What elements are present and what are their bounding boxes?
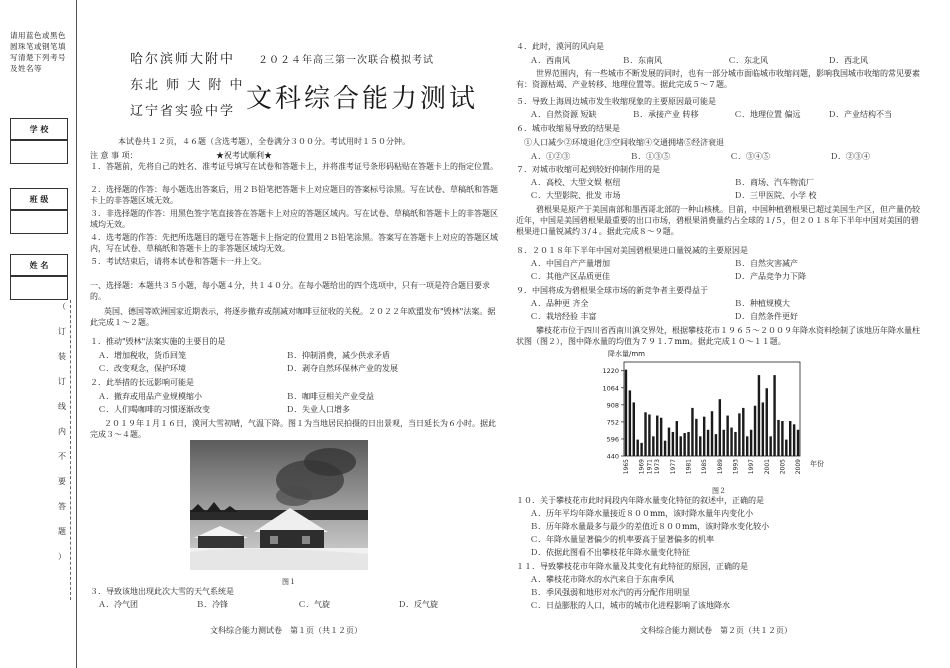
- q2-option-c[interactable]: Ｃ．人们喝咖啡的习惯逐渐改变: [98, 405, 210, 414]
- passage-5: 攀枝花市位于四川省西南川滇交界处，根据攀枝花市１９６５～２００９年降水资料绘制了该地历年降水量柱状图（图２），图中降水量的均值为７９１.７mm。据此完成１０～１１题。: [516, 326, 920, 346]
- q11-option-b[interactable]: Ｂ．季风强弱和地形对水汽的再分配作用明显: [530, 588, 690, 597]
- school-name-3: 辽宁省实验中学: [130, 104, 236, 119]
- binding-char: 订: [58, 377, 66, 386]
- chart-y-axis-label: 降水量/mm: [608, 350, 645, 358]
- q6-option-a[interactable]: Ａ．①②③: [530, 152, 570, 161]
- passage-3: 世界范围内，有一些城市不断发展的同时，也有一部分城市面临城市收缩问题，影响我国城市收缩的常见要素有：资源枯竭、产业转移、地理位置等。据此完成５～７题。: [516, 69, 920, 89]
- question-10: １０．关于攀枝花市此时间段内年降水量变化特征的叙述中，正确的是: [516, 496, 764, 505]
- question-6-stem: ①人口减少②环境退化③空间收缩④交通拥堵⑤经济衰退: [524, 138, 724, 147]
- y-tick-label: 752: [606, 418, 619, 427]
- x-tick-label: 1971: [646, 459, 654, 475]
- school-name-2: 东北 师 大 附 中: [130, 78, 245, 93]
- figure-1-caption: 图１: [282, 578, 296, 586]
- q3-option-b[interactable]: Ｂ．冷锋: [196, 600, 228, 609]
- note-1: １．答题前，先将自己的姓名、准考证号填写在试卷和答题卡上，并将准考证号条形码粘贴在答题卡上的指定位置。: [90, 162, 498, 171]
- q4-option-c[interactable]: Ｃ．东北风: [728, 56, 768, 65]
- figure-1-photo: [190, 440, 368, 570]
- q2-option-d[interactable]: Ｄ．失业人口增多: [286, 405, 350, 414]
- q11-option-a[interactable]: Ａ．攀枝花市降水的水汽来自于东南季风: [530, 575, 674, 584]
- binding-text: [56, 302, 68, 577]
- y-tick-label: 596: [606, 435, 619, 444]
- q5-option-b[interactable]: Ｂ．承接产业 转移: [632, 110, 699, 119]
- rainfall-bar: [746, 436, 748, 456]
- rainfall-bar: [660, 418, 662, 456]
- rainfall-bar: [789, 421, 791, 456]
- q11-option-c[interactable]: Ｃ．日益膨胀的人口，城市的城市化进程影响了该地降水: [530, 601, 730, 610]
- rainfall-bar: [687, 432, 689, 456]
- rainfall-bar: [769, 436, 771, 456]
- q5-option-a[interactable]: Ａ．自然资源 短缺: [530, 110, 597, 119]
- notes-title: 注 意 事 项：: [90, 151, 138, 160]
- intro-text: 本试卷共１２页，４６题（含选考题），全卷满分３００分。考试用时１５０分钟。: [118, 137, 410, 146]
- rainfall-bar: [633, 402, 635, 456]
- rainfall-bar: [797, 430, 799, 456]
- q7-option-c[interactable]: Ｃ．大型影院、批发 市场: [530, 191, 621, 200]
- q1-option-b[interactable]: Ｂ．抑制消费，减少供求矛盾: [286, 351, 390, 360]
- q6-option-c[interactable]: Ｃ．③④⑤: [730, 152, 770, 161]
- q6-option-d[interactable]: Ｄ．②③④: [830, 152, 870, 161]
- rainfall-bar: [636, 440, 638, 456]
- rainfall-bar: [719, 399, 721, 456]
- q10-option-c[interactable]: Ｃ．年降水量显著偏少的机率要高于显著偏多的机率: [530, 535, 714, 544]
- name-label-box: [10, 254, 68, 276]
- y-tick-label: 1064: [602, 384, 619, 393]
- rainfall-bar: [758, 375, 760, 456]
- binding-char: 线: [58, 402, 66, 411]
- snow-scene-image: [190, 440, 368, 570]
- x-tick-label: 1969: [638, 459, 646, 475]
- binding-char: 答: [58, 502, 66, 511]
- question-9: ９．中国将成为碧根果全球市场的新竞争者主要得益于: [516, 286, 708, 295]
- q3-option-a[interactable]: Ａ．冷气团: [98, 600, 138, 609]
- good-luck-text: ★祝考试顺利★: [216, 151, 272, 160]
- note-5: ５．考试结束后，请将本试卷和答题卡一并上交。: [90, 257, 266, 266]
- q3-option-c[interactable]: Ｃ．气旋: [298, 600, 330, 609]
- q9-option-b[interactable]: Ｂ．种植规模大: [734, 299, 790, 308]
- question-5: ５．导致上海周边城市发生收缩现象的主要原因最可能是: [516, 97, 716, 106]
- binding-char: （: [58, 302, 66, 311]
- x-tick-label: 2005: [779, 459, 787, 475]
- page-2-footer: 文科综合能力测试卷 第２页（共１２页）: [640, 626, 792, 635]
- binding-char: ）: [58, 552, 66, 561]
- page-1-footer: 文科综合能力测试卷 第１页（共１２页）: [210, 626, 362, 635]
- passage-1: 英国、德国等欧洲国家近期表示，将逐步撤弃或削减对咖啡豆征收的关税。２０２２年欧盟发布"毁林"法案。据此完成１～２题。: [90, 307, 496, 327]
- rainfall-bar: [679, 436, 681, 456]
- rainfall-bar: [695, 419, 697, 456]
- q8-option-b[interactable]: Ｂ．自然灾害减产: [734, 259, 798, 268]
- question-2: ２．此举措的长远影响可能是: [90, 378, 194, 387]
- q5-option-c[interactable]: Ｃ．地理位置 偏远: [734, 110, 801, 119]
- rainfall-bar: [785, 440, 787, 456]
- q10-option-a[interactable]: Ａ．历年平均年降水量接近８００mm，该时降水量年内变化小: [530, 509, 754, 518]
- rainfall-bar: [715, 434, 717, 456]
- rainfall-bar: [699, 436, 701, 456]
- x-tick-label: 2001: [763, 459, 771, 475]
- figure-2-chart: [584, 348, 834, 488]
- y-tick-label: 1220: [602, 367, 619, 376]
- rainfall-bar: [648, 414, 650, 456]
- rainfall-bar: [703, 417, 705, 456]
- school-label: 学 校: [29, 124, 49, 134]
- rainfall-bar: [730, 428, 732, 456]
- x-tick-label: 1989: [716, 459, 724, 475]
- rainfall-bar: [762, 402, 764, 456]
- x-tick-label: 1973: [654, 459, 662, 475]
- q7-option-a[interactable]: Ａ．高校、大型文娱 枢纽: [530, 178, 621, 187]
- x-tick-label: 1997: [748, 459, 756, 475]
- passage-4: 碧根果是原产于美国南部和墨西哥北部的一种山核桃。目前，中国种植碧根果已超过美国生产区，但产量仍较近年，中国是美国碧根果最重要的出口市场，碧根果消费量约占全球的１/５，但２０１８年下半年中国对美国的碧根果进口量锐减约３/４。据此完成８～９题。: [516, 205, 920, 236]
- rainfall-bar: [793, 424, 795, 456]
- question-1: １．推动"毁林"法案实施的主要目的是: [90, 337, 226, 346]
- binding-line: [76, 0, 77, 668]
- binding-dashed-line: [70, 300, 71, 600]
- class-label: 班 级: [29, 194, 49, 204]
- rainfall-bar: [766, 388, 768, 456]
- binding-char: 订: [58, 327, 66, 336]
- rainfall-bar: [723, 430, 725, 456]
- x-tick-label: 1981: [685, 459, 693, 475]
- rainfall-bar: [640, 443, 642, 456]
- sidebar-notice: 请用蓝色或黑色圆珠笔或钢笔填写清楚下列考号及姓名等: [10, 31, 66, 73]
- rainfall-bar: [738, 413, 740, 456]
- rainfall-bar: [711, 411, 713, 456]
- rainfall-bar: [734, 432, 736, 456]
- figure-2-caption: 图２: [712, 487, 726, 495]
- rainfall-bar: [683, 433, 685, 456]
- q1-option-d[interactable]: Ｄ．剥夺自然环保林产业的发展: [286, 364, 398, 373]
- q3-option-d[interactable]: Ｄ．反气旋: [398, 600, 438, 609]
- question-6: ６．城市收缩易导致的结果是: [516, 124, 620, 133]
- q2-option-a[interactable]: Ａ．撤弃或用品产业规模缩小: [98, 392, 202, 401]
- class-field[interactable]: [10, 210, 68, 234]
- q4-option-d[interactable]: Ｄ．西北风: [828, 56, 868, 65]
- rainfall-bar: [672, 432, 674, 456]
- question-8: ８．２０１８年下半年中国对美国碧根果进口量锐减的主要原因是: [516, 246, 748, 255]
- passage-2: ２０１９年１月１６日，漠河大雪初晴，气温下降。图１为当地居民拍摄的日出景观，当日延长为６小时。据此完成３～４题。: [90, 419, 496, 439]
- y-tick-label: 440: [606, 452, 619, 461]
- x-tick-label: 2009: [795, 459, 803, 475]
- q9-option-c[interactable]: Ｃ．栽培经验 丰富: [530, 312, 597, 321]
- q8-option-d[interactable]: Ｄ．产品竞争力下降: [734, 272, 806, 281]
- q10-option-d[interactable]: Ｄ．依据此图看不出攀枝花年降水量变化特征: [530, 548, 690, 557]
- rainfall-bar: [726, 416, 728, 456]
- rainfall-bar: [777, 420, 779, 456]
- q4-option-a[interactable]: Ａ．西南风: [530, 56, 570, 65]
- class-label-box: [10, 188, 68, 210]
- x-tick-label: 1985: [701, 459, 709, 475]
- q7-option-b[interactable]: Ｂ．商场、汽车物流厂: [734, 178, 814, 187]
- binding-char: 不: [58, 452, 66, 461]
- q9-option-d[interactable]: Ｄ．自然条件更好: [734, 312, 798, 321]
- q1-option-a[interactable]: Ａ．增加税收，货币回笼: [98, 351, 186, 360]
- q6-option-b[interactable]: Ｂ．①③⑤: [630, 152, 670, 161]
- rainfall-bar: [625, 370, 627, 456]
- rainfall-bar: [668, 428, 670, 456]
- question-4: ４．此时，漠河的风向是: [516, 42, 604, 51]
- section-one-heading: 一、选择题：本题共３５小题，每小题４分，共１４０分。在每小题给出的四个选项中，只有一项是符合题目要求的。: [90, 281, 490, 301]
- question-3: ３．导致该地出现此次大雪的天气系统是: [90, 587, 234, 596]
- exam-name: ２０２４年高三第一次联合模拟考试: [258, 55, 434, 66]
- chart-x-axis-label: 年份: [810, 460, 824, 468]
- rainfall-bar-chart: [584, 348, 834, 488]
- q7-option-d[interactable]: Ｄ．三甲医院、小学 校: [734, 191, 817, 200]
- binding-char: 内: [58, 427, 66, 436]
- rainfall-bar: [707, 430, 709, 456]
- q1-option-c[interactable]: Ｃ．改变观念，保护环境: [98, 364, 186, 373]
- x-tick-label: 1965: [622, 459, 630, 475]
- question-7: ７．对城市收缩可起到较好抑制作用的是: [516, 165, 660, 174]
- binding-strip: [0, 0, 80, 668]
- binding-char: 题: [58, 527, 66, 536]
- x-tick-label: 1993: [732, 459, 740, 475]
- school-label-box: [10, 118, 68, 140]
- school-name-1: 哈尔滨师大附中: [130, 52, 236, 67]
- binding-char: 要: [58, 477, 66, 486]
- rainfall-bar: [652, 436, 654, 456]
- rainfall-bar: [750, 430, 752, 456]
- rainfall-bar: [754, 406, 756, 456]
- rainfall-bar: [629, 390, 631, 456]
- rainfall-bar: [664, 441, 666, 456]
- q8-option-c[interactable]: Ｃ．其他产区品质更佳: [530, 272, 610, 281]
- q5-option-d[interactable]: Ｄ．产业结构不当: [828, 110, 892, 119]
- rainfall-bar: [781, 421, 783, 456]
- q8-option-a[interactable]: Ａ．中国自产产量增加: [530, 259, 610, 268]
- rainfall-bar: [656, 416, 658, 456]
- rainfall-bar: [676, 421, 678, 456]
- note-2: ２．选择题的作答：每小题选出答案后，用２Ｂ铅笔把答题卡上对应题目的答案标号涂黑。写在试卷、草稿纸和答题卡上的非答题区域无效。: [90, 185, 498, 205]
- q9-option-a[interactable]: Ａ．品种更 齐全: [530, 299, 589, 308]
- page-title: 文科综合能力测试: [246, 84, 479, 114]
- q10-option-b[interactable]: Ｂ．历年降水量最多与最少的差值近８００mm，该时降水变化较小: [530, 522, 770, 531]
- rainfall-bar: [691, 408, 693, 456]
- rainfall-bar: [644, 412, 646, 456]
- rainfall-bar: [742, 408, 744, 456]
- name-field[interactable]: [10, 276, 68, 300]
- rainfall-bar: [773, 375, 775, 456]
- question-11: １１．导致攀枝花市年降水量及其变化有此特征的原因，正确的是: [516, 562, 748, 571]
- name-label: 姓 名: [29, 260, 49, 270]
- note-4: ４．选考题的作答：先把所选题目的题号在答题卡上指定的位置用２Ｂ铅笔涂黑。答案写在答题卡上对应的答题区域内，写在试卷、草稿纸和答题卡上的非答题区域均无效。: [90, 233, 498, 253]
- school-field[interactable]: [10, 140, 68, 164]
- y-tick-label: 908: [606, 401, 619, 410]
- x-tick-label: 1977: [669, 459, 677, 475]
- q2-option-b[interactable]: Ｂ．咖啡豆相关产业受益: [286, 392, 374, 401]
- q4-option-b[interactable]: Ｂ．东南风: [622, 56, 662, 65]
- note-3: ３．非选择题的作答：用黑色签字笔直接答在答题卡上对应的答题区域内。写在试卷、草稿纸和答题卡上的非答题区域均无效。: [90, 209, 498, 229]
- binding-char: 装: [58, 352, 66, 361]
